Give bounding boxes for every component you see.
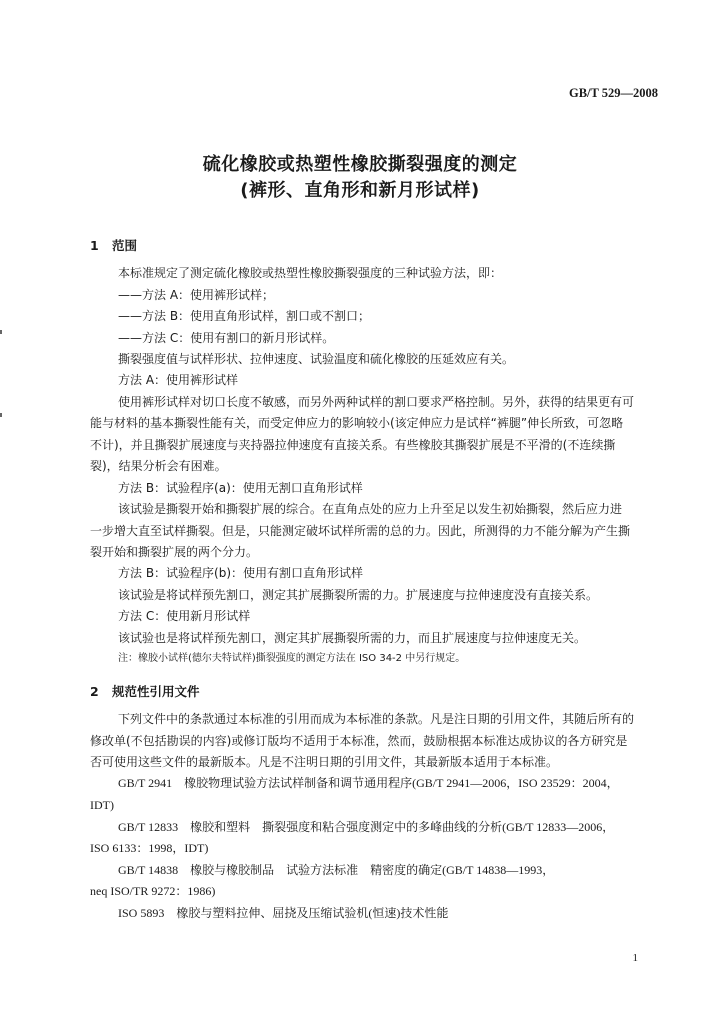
section-number: 1 [90, 238, 99, 253]
reference-entry: GB/T 14838 橡胶与橡胶制品 试验方法标准 精密度的确定(GB/T 14838—1993， [118, 863, 555, 877]
method-heading: 方法 B：试验程序(a)：使用无割口直角形试样 [118, 481, 363, 495]
paragraph-line: 撕裂强度值与试样形状、拉伸速度、试验温度和硫化橡胶的压延效应有关。 [118, 352, 515, 366]
paragraph-line: 本标准规定了测定硫化橡胶或热塑性橡胶撕裂强度的三种试验方法，即： [118, 266, 503, 280]
method-heading: 方法 C：使用新月形试样 [118, 609, 251, 623]
list-item: ——方法 B：使用直角形试样，割口或不割口； [118, 309, 371, 323]
note: 注：橡胶小试样(德尔夫特试样)撕裂强度的测定方法在 ISO 34-2 中另行规定。 [118, 653, 466, 664]
paragraph-line: 下列文件中的条款通过本标准的引用而成为本标准的条款。凡是注日期的引用文件，其随后所有的 [118, 712, 635, 726]
reference-entry-cont: neq ISO/TR 9272：1986) [90, 884, 216, 898]
paragraph-line: 否可使用这些文件的最新版本。凡是不注明日期的引用文件，其最新版本适用于本标准。 [90, 755, 559, 769]
section-title: 范围 [112, 238, 138, 253]
paragraph-line: 不计)，并且撕裂扩展速度与夹持器拉伸速度有直接关系。有些橡胶其撕裂扩展是不平滑的(不连续撕 [90, 438, 616, 452]
paragraph-line: 裂)，结果分析会有困难。 [90, 459, 227, 473]
reference-entry: GB/T 2941 橡胶物理试验方法试样制备和调节通用程序(GB/T 2941—2006，ISO 23529：2004， [118, 776, 619, 790]
section-2-heading [90, 682, 200, 700]
reference-entry: GB/T 12833 橡胶和塑料 撕裂强度和粘合强度测定中的多峰曲线的分析(GB/T 12833—2006， [118, 820, 615, 834]
section-1-heading [90, 236, 137, 254]
paragraph-line: 该试验是撕裂开始和撕裂扩展的综合。在直角点处的应力上升至足以发生初始撕裂，然后应力进 [118, 502, 623, 516]
paragraph-line: 该试验也是将试样预先割口，测定其扩展撕裂所需的力，而且扩展速度与拉伸速度无关。 [118, 631, 587, 645]
paragraph-line: 使用裤形试样对切口长度不敏感，而另外两种试样的割口要求严格控制。另外，获得的结果更有可 [118, 395, 635, 409]
paragraph-line: 修改单(不包括勘误的内容)或修订版均不适用于本标准，然而，鼓励根据本标准达成协议的各方研究是 [90, 734, 628, 748]
reference-entry-cont: IDT) [90, 798, 114, 812]
reference-entry-cont: ISO 6133：1998，IDT) [90, 841, 209, 855]
paragraph-line: 该试验是将试样预先割口，测定其扩展撕裂所需的力。扩展速度与拉伸速度没有直接关系。 [118, 588, 599, 602]
method-heading: 方法 A：使用裤形试样 [118, 373, 239, 387]
paragraph-line: 一步增大直至试样撕裂。但是，只能测定破坏试样所需的总的力。因此，所测得的力不能分解为产生撕 [90, 524, 631, 538]
margin-mark [0, 413, 2, 417]
document-title: 硫化橡胶或热塑性橡胶撕裂强度的测定 [202, 154, 518, 175]
section-number: 2 [90, 684, 99, 699]
method-heading: 方法 B：试验程序(b)：使用有割口直角形试样 [118, 566, 364, 580]
list-item: ——方法 C：使用有割口的新月形试样。 [118, 331, 335, 345]
margin-mark [0, 330, 2, 334]
standard-code: GB/T 529—2008 [568, 86, 658, 100]
page-number: 1 [632, 952, 638, 964]
document-subtitle: (裤形、直角形和新月形试样) [240, 180, 480, 201]
paragraph-line: 能与材料的基本撕裂性能有关，而受定伸应力的影响较小(该定伸应力是试样“裤腿”伸长所致，可忽略 [90, 416, 624, 430]
section-title: 规范性引用文件 [112, 684, 200, 699]
paragraph-line: 裂开始和撕裂扩展的两个分力。 [90, 545, 259, 559]
list-item: ——方法 A：使用裤形试样； [118, 288, 275, 302]
reference-entry: ISO 5893 橡胶与塑料拉伸、屈挠及压缩试验机(恒速)技术性能 [118, 906, 449, 920]
